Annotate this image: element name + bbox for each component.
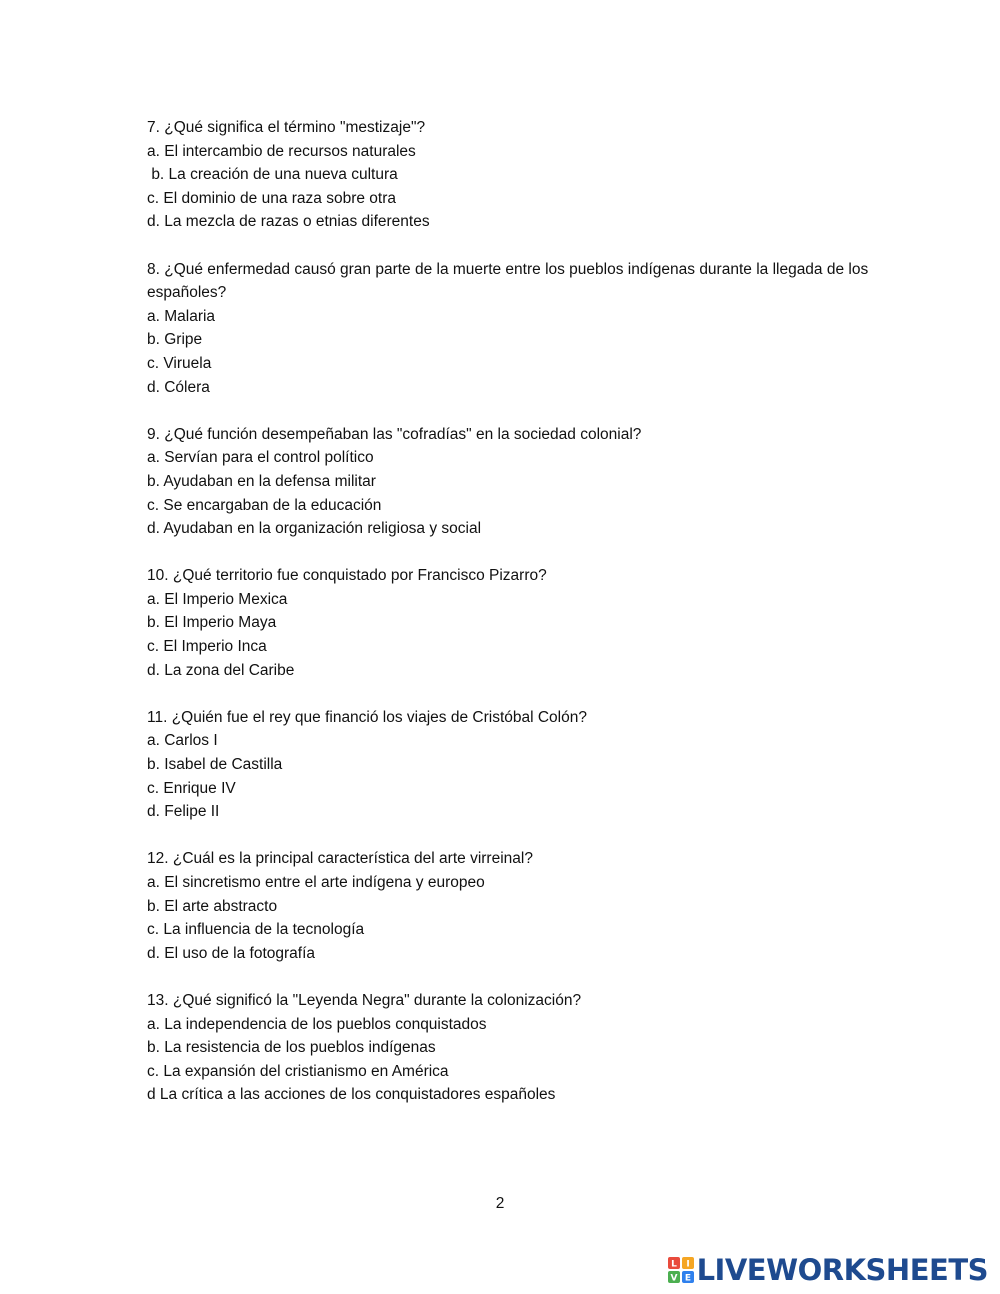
option-a: a. El intercambio de recursos naturales [147,142,416,160]
option-b: b. Isabel de Castilla [147,756,283,774]
option-b: b. Gripe [147,331,203,349]
liveworksheets-watermark [668,1254,988,1286]
option-a: a. Malaria [147,307,216,325]
option-a: a. Carlos I [147,732,218,750]
svg-text:I: I [685,1259,690,1270]
option-d: d La crítica a las acciones de los conquistadores españoles [147,1086,556,1104]
question-text: 8. ¿Qué enfermedad causó gran parte de la muerte entre los pueblos indígenas durante la llegada de los españoles? [147,260,873,302]
question-text: 10. ¿Qué territorio fue conquistado por Francisco Pizarro? [147,567,547,585]
question-11 [147,706,927,824]
option-d: d. El uso de la fotografía [147,944,316,962]
option-d: d. Cólera [147,378,210,396]
question-text: 7. ¿Qué significa el término "mestizaje"? [147,119,426,136]
option-b: b. Ayudaban en la defensa militar [147,472,376,490]
svg-text:L: L [670,1259,677,1270]
option-d: d. La zona del Caribe [147,661,295,679]
option-c: c. La expansión del cristianismo en América [147,1062,449,1080]
question-text: 13. ¿Qué significó la "Leyenda Negra" durante la colonización? [147,991,582,1009]
question-9 [147,423,927,541]
question-text: 11. ¿Quién fue el rey que financió los viajes de Cristóbal Colón? [147,708,587,726]
liveworksheets-logo-icon [668,1257,694,1283]
option-b: b. El Imperio Maya [147,614,277,632]
option-a: a. El sincretismo entre el arte indígena y europeo [147,874,485,891]
option-c: c. Enrique IV [147,779,236,797]
option-b: b. La resistencia de los pueblos indígenas [147,1039,436,1057]
question-13 [147,989,927,1107]
option-a: a. La independencia de los pueblos conquistados [147,1015,487,1033]
option-d: d. Ayudaban en la organización religiosa y social [147,520,482,538]
option-b: b. La creación de una nueva cultura [147,166,398,184]
option-c: c. El Imperio Inca [147,638,267,656]
option-d: d. Felipe II [147,803,220,821]
page-number: 2 [495,1195,505,1212]
question-text: 12. ¿Cuál es la principal característica del arte virreinal? [147,850,533,868]
question-7 [147,116,927,234]
svg-text:E: E [684,1273,691,1283]
svg-text:V: V [670,1273,678,1283]
option-d: d. La mezcla de razas o etnias diferentes [147,213,430,231]
question-12 [147,847,927,965]
worksheet-content [147,116,927,1131]
option-c: c. Viruela [147,354,212,372]
option-b: b. El arte abstracto [147,897,278,915]
option-a: a. Servían para el control político [147,449,374,467]
option-c: c. El dominio de una raza sobre otra [147,189,396,207]
option-c: c. Se encargaban de la educación [147,496,382,514]
question-text: 9. ¿Qué función desempeñaban las "cofradías" en la sociedad colonial? [147,425,642,443]
option-c: c. La influencia de la tecnología [147,921,365,939]
question-10 [147,564,927,682]
watermark-text: LIVEWORKSHEETS [696,1253,988,1287]
question-8 [147,258,927,400]
option-a: a. El Imperio Mexica [147,590,288,608]
